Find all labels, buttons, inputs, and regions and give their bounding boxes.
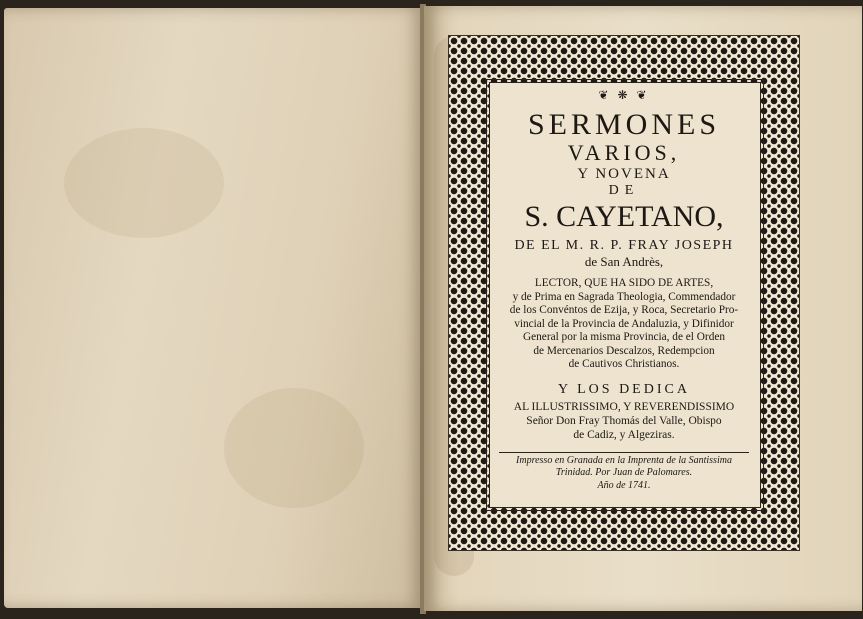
- body-line: de Mercenarios Descalzos, Redempcion: [533, 344, 715, 357]
- dedication-text: [495, 400, 753, 442]
- author-line-1: DE EL M. R. P. FRAY JOSEPH: [514, 238, 734, 253]
- body-line: vincial de la Provincia de Andaluzia, y Difinidor: [514, 317, 734, 330]
- body-line: General por la misma Provincia, de el Orden: [522, 331, 726, 343]
- fleuron-ornament: ❦ ❋ ❦: [598, 88, 650, 102]
- dedication-line: de Cadiz, y Algeziras.: [573, 428, 675, 441]
- imprint-line: Trinidad. Por Juan de Palomares.: [555, 467, 693, 478]
- title-line-4: DE: [608, 183, 640, 198]
- blank-left-page: [4, 8, 422, 608]
- dedication-line: AL ILLUSTRISSIMO, Y REVERENDISSIMO: [513, 400, 735, 413]
- title-line-1: SERMONES: [527, 108, 721, 141]
- dedication-heading: Y LOS DEDICA: [558, 381, 690, 397]
- title-line-2: VARIOS,: [567, 140, 681, 165]
- imprint-line: Impresso en Granada en la Imprenta de la Santissima: [516, 454, 732, 466]
- title-page-text: [495, 86, 753, 506]
- title-line-3: Y NOVENA: [577, 166, 671, 182]
- body-line: de los Convéntos de Ezija, y Roca, Secretario Pro-: [509, 304, 739, 316]
- paper-stain: [224, 388, 364, 508]
- body-line: LECTOR, QUE HA SIDO DE ARTES,: [534, 277, 714, 289]
- author-credentials: [495, 277, 753, 372]
- author-line-2: de San Andrès,: [584, 254, 664, 269]
- title-line-5: S. CAYETANO,: [524, 200, 724, 233]
- dedication-line: Señor Don Fray Thomás del Valle, Obispo: [526, 414, 722, 427]
- body-line: y de Prima en Sagrada Theologia, Commendador: [512, 290, 736, 303]
- paper-stain: [64, 128, 224, 238]
- body-line: de Cautivos Christianos.: [568, 358, 680, 370]
- imprint-line: Año de 1741.: [597, 479, 651, 491]
- imprint: [495, 455, 753, 493]
- imprint-rule: [499, 452, 749, 453]
